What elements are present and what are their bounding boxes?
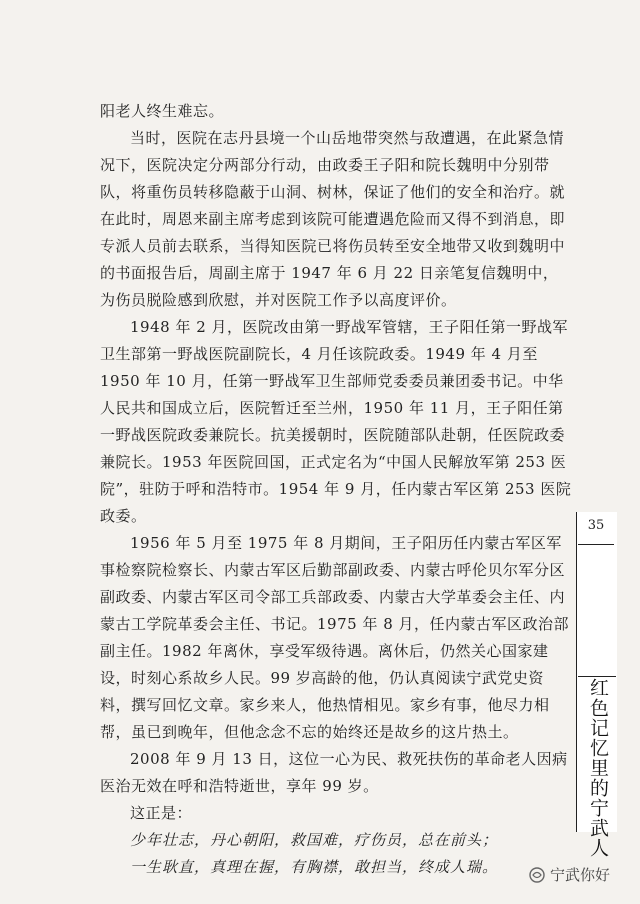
paragraph-2008: 2008 年 9 月 13 日，这位一心为民、救死扶伤的革命老人因病医治无效在呼和浩特逝世，享年 99 岁。 <box>100 750 568 795</box>
paragraph-1948: 1948 年 2 月，医院改由第一野战军管辖，王子阳任第一野战军卫生部第一野战医院副院长，4 月任该院政委。1949 年 4 月至 1950 年 10 月，任第一野战军卫生部师党委委员兼团委书记。中华人民共和国成立后，医院暂迁至兰州，1950 年 11 月，王子阳任第一野战医院政委兼院长。抗美援朝时，医院随部队赴朝，任医院政委兼院长。1953 年医院回国，正式定名为“中国人民解放军第 253 医院”，驻防于呼和浩特市。1954 年 9 月，任内蒙古军区第 253 医院政委。 <box>100 318 572 525</box>
poem-line-2: 一生耿直，真理在握，有胸襟，敢担当，终成人瑞。 <box>130 858 499 876</box>
watermark <box>528 864 610 885</box>
wechat-channel-icon <box>528 866 546 884</box>
paragraph-escape: 当时，医院在志丹县境一个山岳地带突然与敌遭遇，在此紧急情况下，医院决定分两部分行动，由政委王子阳和院长魏明中分别带队，将重伤员转移隐蔽于山洞、树林，保证了他们的安全和治疗。就在此时，周恩来副主席考虑到该院可能遭遇危险而又得不到消息，即专派人员前去联系，当得知医院已将伤员转至安全地带又收到魏明中的书面报告后，周副主席于 1947 年 6 月 22 日亲笔复信魏明中，为伤员脱险感到欣慰，并对医院工作予以高度评价。 <box>100 129 566 309</box>
page-number: 35 <box>587 518 605 533</box>
paragraph-intro-verse: 这正是： <box>130 804 193 822</box>
page-number-divider <box>578 544 614 545</box>
watermark-text: 宁武你好 <box>550 866 611 884</box>
paragraph-1956: 1956 年 5 月至 1975 年 8 月期间，王子阳历任内蒙古军区军事检察院检察长、内蒙古军区后勤部副政委、内蒙古呼伦贝尔军分区副政委、内蒙古军区司令部工兵部政委、内蒙古大学革委会主任、内蒙古工学院革委会主任、书记。1975 年 8 月，任内蒙古军区政治部副主任。1982 年离休，享受军级待遇。离休后，仍然关心国家建设，时刻心系故乡人民。99 岁高龄的他，仍认真阅读宁武党史资料，撰写回忆文章。家乡来人，他热情相见。家乡有事，他尽力相帮，虽已到晚年，但他念念不忘的始终还是故乡的这片热土。 <box>100 534 570 741</box>
body-text <box>100 98 572 881</box>
book-title: 红色记忆里的宁武人 <box>587 678 609 858</box>
poem-line-1: 少年壮志，丹心朝阳，救国难，疗伤员，总在前头； <box>130 831 499 849</box>
paragraph-continuation: 阳老人终生难忘。 <box>100 102 225 120</box>
